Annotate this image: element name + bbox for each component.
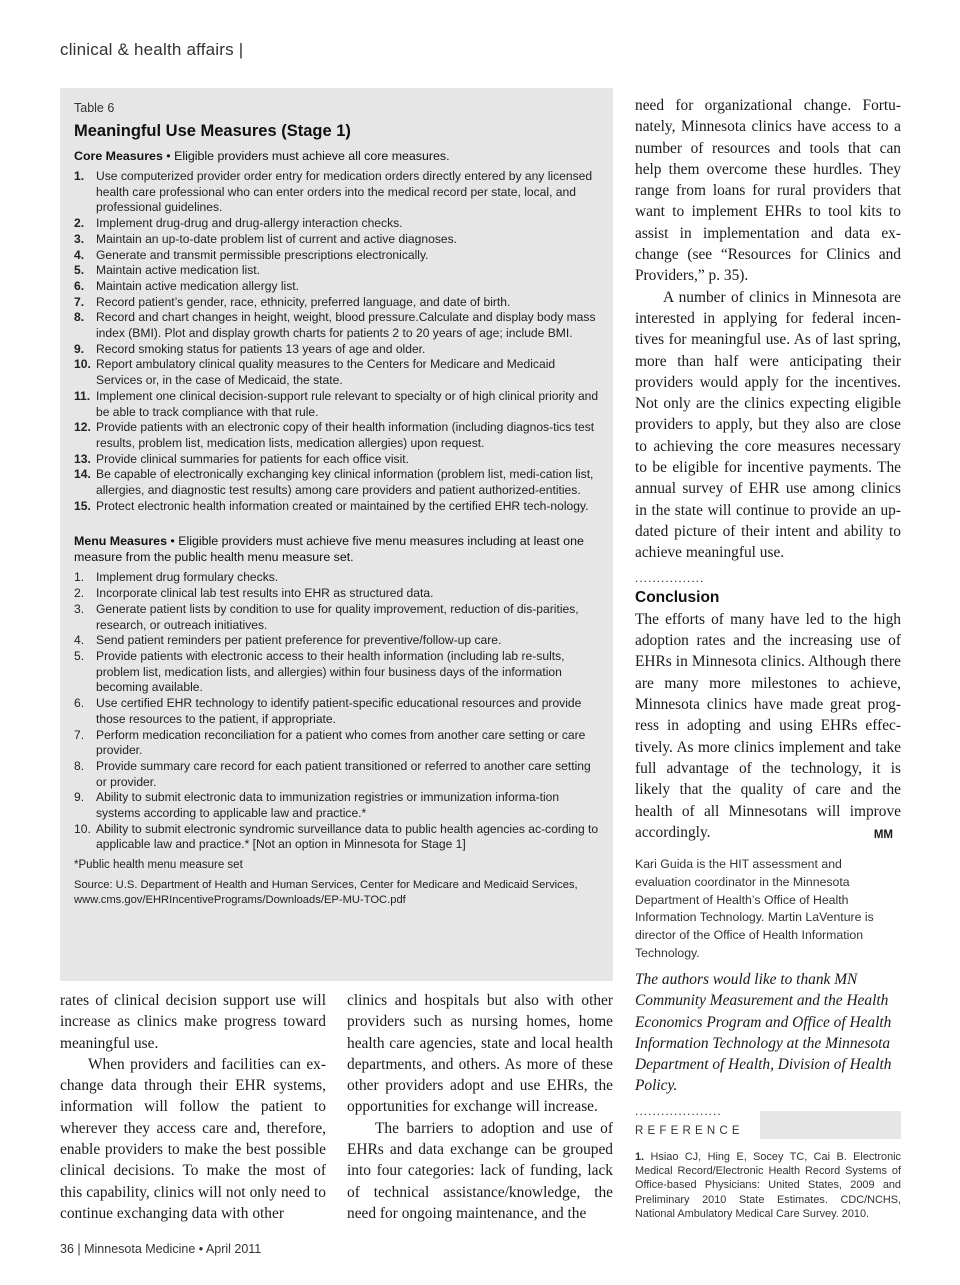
measure-text: Record and chart changes in height, weight, blood pressure.Calculate and display body mass index (BMI). Plot and display growth charts for patients 2 to 20 years of age; include BMI. — [96, 310, 596, 341]
measure-number: 2. — [74, 216, 85, 231]
menu-measures-heading — [74, 533, 599, 565]
body-paragraph: rates of clinical decision support use will increase as clinics make progress toward meaningful use. — [60, 992, 326, 1052]
measure-text: Ability to submit electronic syndromic surveillance data to public health agencies ac-cording to applicable law and practice.* [Not an option in Minnesota for Stage 1] — [96, 821, 599, 852]
measure-text: Provide patients with an electronic copy of their health information (including diagnos-tics test results, problem list, medication lists, medication allergies) upon request. — [96, 420, 595, 450]
body-column-right — [635, 95, 901, 846]
measure-number: 3. — [74, 601, 85, 616]
measure-number: 1. — [74, 570, 85, 585]
measure-number: 7. — [74, 727, 85, 742]
body-paragraph: clinics and hospitals but also with other providers such as nursing homes, home health care agencies, state and local health departments, and others. As more of these other providers adopt and use EHRs, the opportunities for exchange will increase. — [347, 992, 613, 1116]
measure-number: 9. — [74, 341, 85, 356]
measure-text: Protect electronic health information created or maintained by the certified EHR tech-nology. — [96, 498, 589, 513]
measure-item — [74, 169, 599, 216]
table-footnote: *Public health menu measure set — [74, 859, 243, 872]
measure-item — [74, 728, 599, 759]
measure-text: Maintain an up-to-date problem list of current and active diagnoses. — [96, 231, 457, 246]
measure-number: 6. — [74, 278, 85, 293]
measure-number: 4. — [74, 633, 85, 648]
author-bio: Kari Guida is the HIT assessment and evaluation coordinator in the Minnesota Department of Health’s Office of Health Information Technology. Martin LaVenture is director of the Office of Health Information Technology. — [635, 857, 874, 960]
measure-number: 8. — [74, 310, 85, 325]
measure-text: Send patient reminders per patient preference for preventive/follow-up care. — [96, 633, 502, 648]
measure-item — [74, 452, 599, 468]
measure-item — [74, 420, 599, 451]
measure-text: Implement one clinical decision-support rule relevant to specialty or of high clinical priority and be able to track compliance with that rule. — [96, 388, 599, 419]
table-source: Source: U.S. Department of Health and Human Services, Center for Medicare and Medicaid Services, www.cms.gov/EHRIncentivePrograms/Downloads/EP-MU-TOC.pdf — [74, 879, 578, 907]
body-paragraph: The barriers to adoption and use of EHRs and data exchange can be grouped into four categories: lack of funding, lack of technical assistance/knowledge, the need for ongoing maintenance, and the — [347, 1119, 613, 1222]
end-mark: MM — [873, 828, 893, 841]
measure-number: 7. — [74, 294, 85, 309]
core-measures-title: Core Measures — [74, 149, 163, 163]
measure-text: Provide patients with electronic access to their health information (including lab re-sults, problem list, medication lists, and allergies) within four business days of the information becoming available. — [96, 648, 565, 695]
measure-text: Report ambulatory clinical quality measures to the Centers for Medicare and Medicaid Services or, in the case of Medicaid, the state. — [96, 357, 556, 388]
measure-number: 6. — [74, 696, 85, 711]
measure-item — [74, 586, 599, 602]
measure-text: Provide summary care record for each patient transitioned or referred to another care setting or provider. — [96, 758, 591, 789]
menu-measures-title: Menu Measures — [74, 534, 167, 549]
section-divider-dots: ................ — [635, 572, 705, 583]
measure-text: Record patient’s gender, race, ethnicity, preferred language, and date of birth. — [96, 294, 511, 309]
reference-entry — [635, 1150, 901, 1221]
measure-number: 13. — [74, 451, 91, 466]
section-header: clinical & health affairs | — [60, 40, 244, 59]
meaningful-use-table — [60, 88, 613, 981]
measure-item — [74, 357, 599, 388]
measure-number: 11. — [74, 388, 91, 403]
core-measures-list — [74, 169, 599, 514]
measure-item — [74, 216, 599, 232]
measure-number: 1. — [74, 169, 85, 183]
core-measures-heading — [74, 148, 599, 164]
measure-item — [74, 499, 599, 515]
table-label: Table 6 — [74, 101, 115, 115]
measure-item — [74, 389, 599, 420]
conclusion-paragraph — [635, 609, 901, 843]
menu-measures-desc: • Eligible providers must achieve five menu measures including at least one measure from the public health menu measure set. — [74, 534, 584, 565]
conclusion-text: The efforts of many have led to the high adoption rates and the increasing use of EHRs in Minnesota clinics. Although there are many more milestones to achieve, Minnesota clinics have made great prog-ress in adopting and using EHRs effec-tively. As more clinics implement and take full advantage of the technology, it is likely that the quality of care and the health of all Minnesotans will improve accordingly. — [635, 610, 901, 841]
conclusion-heading: Conclusion — [635, 588, 720, 606]
body-paragraph: When providers and facilities can ex-change data through their EHR systems, information will follow the patient to wherever they access care and, therefore, enable providers to make the best possible clinical decisions. To make the most of this capability, clinics will not only need to continue exchanging data with other — [60, 1055, 326, 1222]
measure-item — [74, 649, 599, 696]
measure-number: 10. — [74, 821, 91, 836]
measure-item — [74, 633, 599, 649]
body-column-left — [60, 990, 326, 1224]
core-measures-desc: • Eligible providers must achieve all core measures. — [162, 149, 450, 163]
measure-number: 14. — [74, 467, 91, 482]
measure-text: Record smoking status for patients 13 years of age and older. — [96, 341, 426, 356]
measure-text: Provide clinical summaries for patients for each office visit. — [96, 451, 409, 466]
measure-item — [74, 822, 599, 853]
measure-number: 3. — [74, 231, 85, 246]
measure-item — [74, 248, 599, 264]
measure-item — [74, 310, 599, 341]
measure-text: Generate and transmit permissible prescriptions electronically. — [96, 247, 429, 262]
measure-item — [74, 279, 599, 295]
acknowledgement: The authors would like to thank MN Community Measurement and the Health Economics Program and Office of Health Information Technology at the Minnesota Department of Health, Division of Health Policy. — [635, 971, 892, 1095]
measure-text: Ability to submit electronic data to immunization registries or immunization informa-tion systems according to applicable law and practice.* — [96, 790, 560, 821]
reference-divider-dots: .................... — [635, 1106, 722, 1116]
reference-text: Hsiao CJ, Hing E, Socey TC, Cai B. Electronic Medical Record/Electronic Health Record Systems of Office-based Physicians: United States, 2009 and Preliminary 2010 State Estimates. CDC/NCHS, National Ambulatory Medical Care Survey. 2010. — [635, 1151, 901, 1220]
measure-item — [74, 342, 599, 358]
measure-text: Maintain active medication list. — [96, 263, 261, 278]
measure-item — [74, 790, 599, 821]
measure-number: 15. — [74, 498, 91, 513]
measure-item — [74, 232, 599, 248]
reference-label: REFERENCE — [635, 1125, 744, 1137]
measure-number: 5. — [74, 648, 85, 663]
menu-measures-list — [74, 570, 599, 853]
measure-number: 8. — [74, 758, 85, 773]
measure-text: Perform medication reconciliation for a patient who comes from another care setting or care provider. — [96, 727, 586, 758]
measure-item — [74, 570, 599, 586]
measure-item — [74, 263, 599, 279]
body-column-middle — [347, 990, 613, 1224]
body-paragraph: need for organizational change. Fortu-nately, Minnesota clinics have access to a number of resources and tools that can help them overcome these hurdles. They range from loans for rural providers that want to implement EHRs to tool kits to assist in implementation and data ex-change (see “Resources for Clinics and Providers,” p. 35). — [635, 97, 901, 285]
measure-number: 12. — [74, 420, 91, 435]
page-footer: 36 | Minnesota Medicine • April 2011 — [60, 1242, 262, 1256]
measure-text: Generate patient lists by condition to use for quality improvement, reduction of dis-parities, research, or outreach initiatives. — [96, 601, 579, 632]
measure-text: Use certified EHR technology to identify patient-specific educational resources and provide those resources to the patient, if appropriate. — [96, 696, 582, 726]
reference-number: 1. — [635, 1151, 645, 1163]
measure-number: 9. — [74, 790, 85, 805]
measure-item — [74, 295, 599, 311]
measure-number: 5. — [74, 263, 85, 278]
measure-text: Use computerized provider order entry for medication orders directly entered by any licensed health care professional who can enter orders into the medical record per state, local, and professional guidelines. — [96, 169, 593, 215]
measure-number: 2. — [74, 586, 85, 601]
measure-item — [74, 696, 599, 727]
table-title: Meaningful Use Measures (Stage 1) — [74, 122, 351, 140]
measure-number: 4. — [74, 247, 85, 262]
reference-bar — [760, 1111, 901, 1139]
measure-text: Implement drug formulary checks. — [96, 570, 279, 585]
measure-item — [74, 759, 599, 790]
measure-item — [74, 467, 599, 498]
measure-text: Maintain active medication allergy list. — [96, 278, 299, 293]
body-paragraph: A number of clinics in Minnesota are interested in applying for federal incen-tives for meaningful use. As of last spring, more than half were anticipating their providers would apply for the incentives. Not only are the clinics expecting eligible providers to apply, but they also are close to achieving the core measures necessary to be eligible for incentive payments. The annual survey of EHR use among clinics in the state will continue to provide an up-dated picture of their intent and ability to achieve meaningful use. — [635, 288, 901, 562]
measure-text: Incorporate clinical lab test results into EHR as structured data. — [96, 586, 434, 601]
measure-number: 10. — [74, 357, 91, 372]
measure-text: Be capable of electronically exchanging key clinical information (problem list, medi-cation list, allergies, and diagnostic test results) among care providers and patient authorized-entities. — [96, 467, 594, 498]
measure-text: Implement drug-drug and drug-allergy interaction checks. — [96, 216, 403, 231]
measure-item — [74, 602, 599, 633]
